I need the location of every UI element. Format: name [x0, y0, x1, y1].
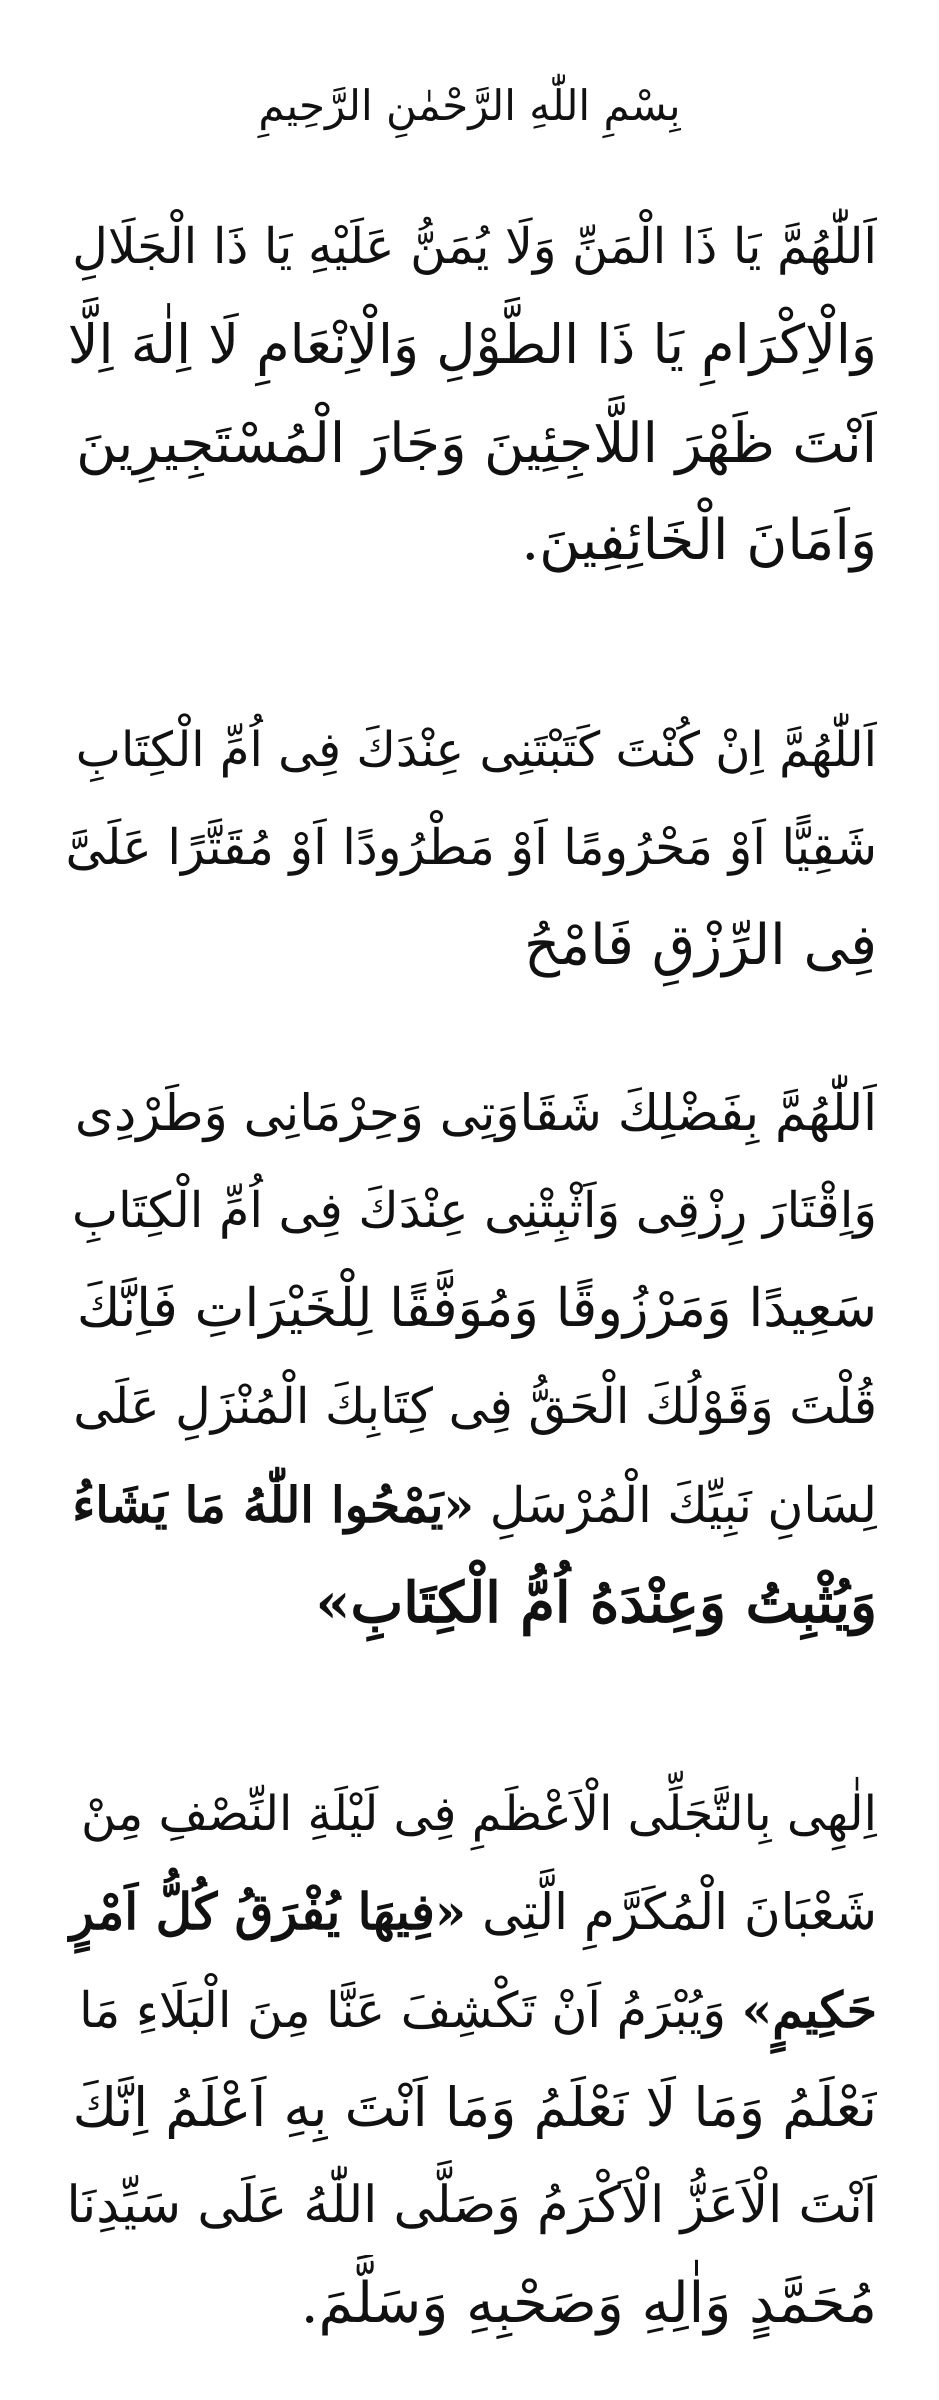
- text-line: شَقِيًّا اَوْ مَحْرُومًا اَوْ مَطْرُودًا اَوْ مُقَتَّرًا عَلَىَّ: [65, 819, 877, 876]
- text-line: اَللّٰهُمَّ يَا ذَا الْمَنِّ وَلَا يُمَنُّ عَلَيْهِ يَا ذَا الْجَلَالِ: [72, 218, 877, 275]
- quran-quote: «يَمْحُوا اللّٰهُ مَا يَشَاءُ: [72, 1476, 475, 1534]
- text-line: [65, 1863, 877, 1961]
- text-line: اَللّٰهُمَّ بِفَضْلِكَ شَقَاوَتِى وَحِرْمَانِى وَطَرْدِى: [74, 1084, 877, 1142]
- dua-paragraph-4: [65, 1765, 877, 2353]
- text-line: [65, 1961, 877, 2059]
- dua-paragraph-2: [65, 701, 877, 995]
- quran-quote-line: وَيُثْبِتُ وَعِنْدَهُ اُمُّ الْكِتَابِ»: [315, 1570, 877, 1636]
- text-segment: شَعْبَانَ الْمُكَرَّمِ الَّتِى: [482, 1883, 877, 1941]
- text-line: وَاِقْتَارَ رِزْقِى وَاَثْبِتْنِى عِنْدَكَ فِى اُمِّ الْكِتَابِ: [71, 1182, 877, 1239]
- text-line: وَالْاِكْرَامِ يَا ذَا الطَّوْلِ وَالْاِنْعَامِ لَا اِلٰهَ اِلَّا: [67, 313, 877, 376]
- text-segment: لِسَانِ نَبِيِّكَ الْمُرْسَلِ: [489, 1477, 877, 1534]
- text-line: فِى الرِّزْقِ فَامْحُ: [523, 913, 877, 978]
- dua-paragraph-3: [65, 1064, 877, 1652]
- text-line: [65, 1456, 877, 1554]
- text-line: اَللّٰهُمَّ اِنْ كُنْتَ كَتَبْتَنِى عِنْدَكَ فِى اُمِّ الْكِتَابِ: [75, 722, 877, 778]
- basmala-heading: بِسْمِ اللّٰهِ الرَّحْمٰنِ الرَّحِيمِ: [258, 81, 681, 130]
- text-line: اَنْتَ ظَهْرَ اللَّاجِئِينَ وَجَارَ الْمُسْتَجِيرِينَ: [76, 411, 877, 475]
- text-line: نَعْلَمُ وَمَا لَا نَعْلَمُ وَمَا اَنْتَ بِهِ اَعْلَمُ اِنَّكَ: [72, 2076, 877, 2139]
- quran-quote: «فِيهَا يُفْرَقُ كُلُّ اَمْرٍ: [69, 1882, 467, 1941]
- text-segment: وَيُبْرَمُ اَنْ تَكْشِفَ عَنَّا مِنَ الْبَلَاءِ مَا: [79, 1982, 727, 2039]
- text-line: وَاَمَانَ الْخَائِفِينَ.: [521, 508, 877, 573]
- dua-paragraph-1: [65, 198, 877, 590]
- text-line: قُلْتَ وَقَوْلُكَ الْحَقُّ فِى كِتَابِكَ الْمُنْزَلِ عَلَى: [73, 1378, 877, 1435]
- text-line: سَعِيدًا وَمَرْزُوقًا وَمُوَفَّقًا لِلْخَيْرَاتِ فَاِنَّكَ: [76, 1278, 877, 1339]
- quran-quote-end: حَكِيمٍ»: [741, 1981, 877, 2039]
- text-line: مُحَمَّدٍ وَاٰلِهِ وَصَحْبِهِ وَسَلَّمَ.: [300, 2271, 877, 2336]
- text-line: اَنْتَ الْاَعَزُّ الْاَكْرَمُ وَصَلَّى اللّٰهُ عَلَى سَيِّدِنَا: [66, 2176, 877, 2235]
- text-line: اِلٰهِى بِالتَّجَلِّى الْاَعْظَمِ فِى لَيْلَةِ النِّصْفِ مِنْ: [81, 1786, 877, 1842]
